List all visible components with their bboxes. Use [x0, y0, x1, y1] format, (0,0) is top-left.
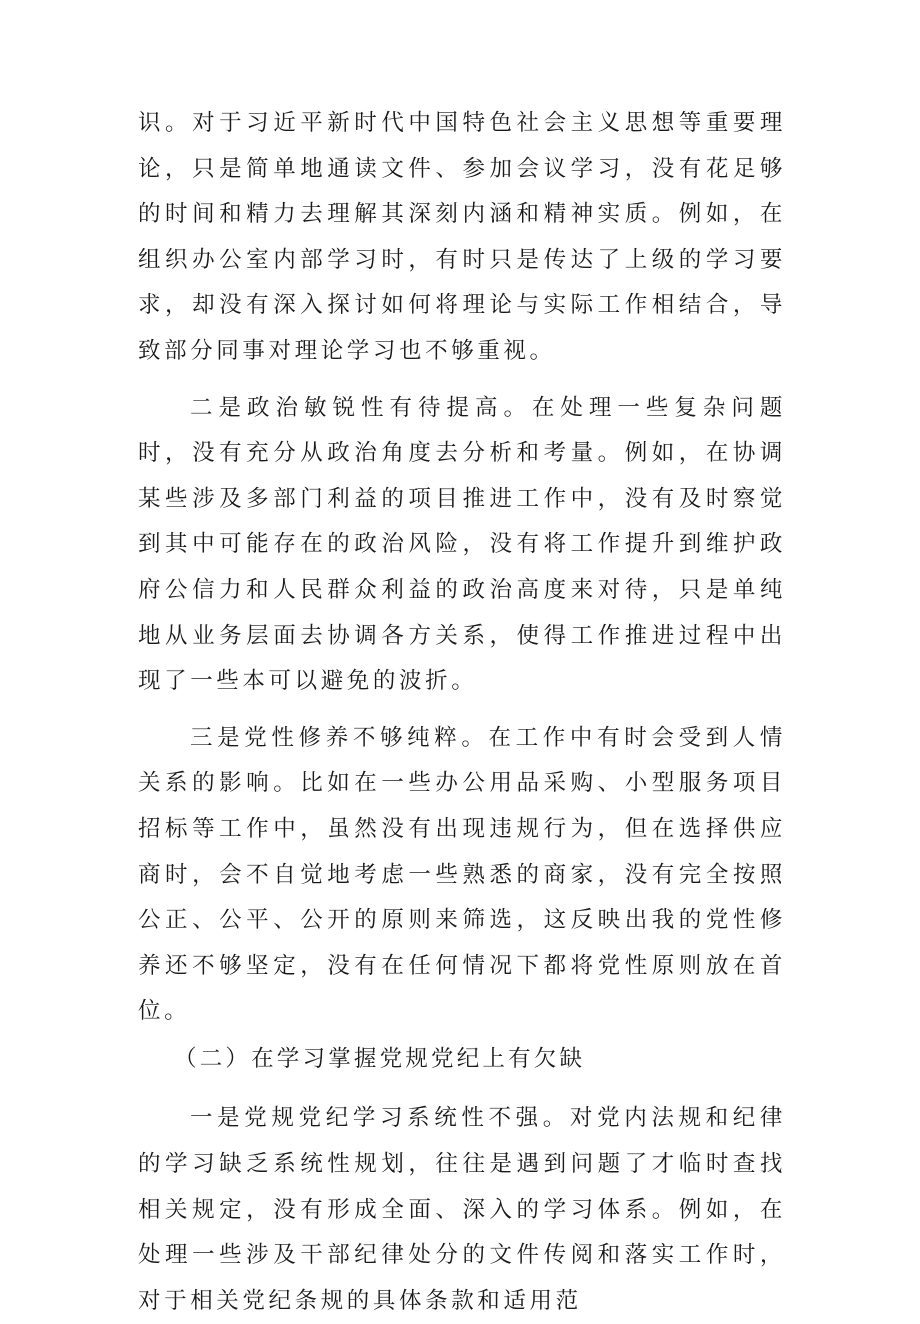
paragraph-party-rules-study: 一是党规党纪学习系统性不强。对党内法规和纪律的学习缺乏系统性规划，往往是遇到问题了才临时查找相关规定，没有形成全面、深入的学习体系。例如，在处理一些涉及干部纪律处分的文件传阅和落实工作时，对于相关党纪条规的具体条款和适用范 [138, 1105, 786, 1314]
paragraph-political-sensitivity: 二是政治敏锐性有待提高。在处理一些复杂问题时，没有充分从政治角度去分析和考量。例如，在协调某些涉及多部门利益的项目推进工作中，没有及时察觉到其中可能存在的政治风险，没有将工作提升到维护政府公信力和人民群众利益的政治高度来对待，只是单纯地从业务层面去协调各方关系，使得工作推进过程中出现了一些本可以避免的波折。 [138, 394, 786, 695]
document-page [138, 101, 786, 1324]
paragraph-continuation: 识。对于习近平新时代中国特色社会主义思想等重要理论，只是简单地通读文件、参加会议学习，没有花足够的时间和精力去理解其深刻内涵和精神实质。例如，在组织办公室内部学习时，有时只是传达了上级的学习要求，却没有深入探讨如何将理论与实际工作相结合，导致部分同事对理论学习也不够重视。 [138, 110, 786, 364]
section-heading: （二）在学习掌握党规党纪上有欠缺 [174, 1045, 586, 1072]
paragraph-party-spirit: 三是党性修养不够纯粹。在工作中有时会受到人情关系的影响。比如在一些办公用品采购、小型服务项目招标等工作中，虽然没有出现违规行为，但在选择供应商时，会不自觉地考虑一些熟悉的商家，没有完全按照公正、公平、公开的原则来筛选，这反映出我的党性修养还不够坚定，没有在任何情况下都将党性原则放在首位。 [138, 724, 786, 1025]
